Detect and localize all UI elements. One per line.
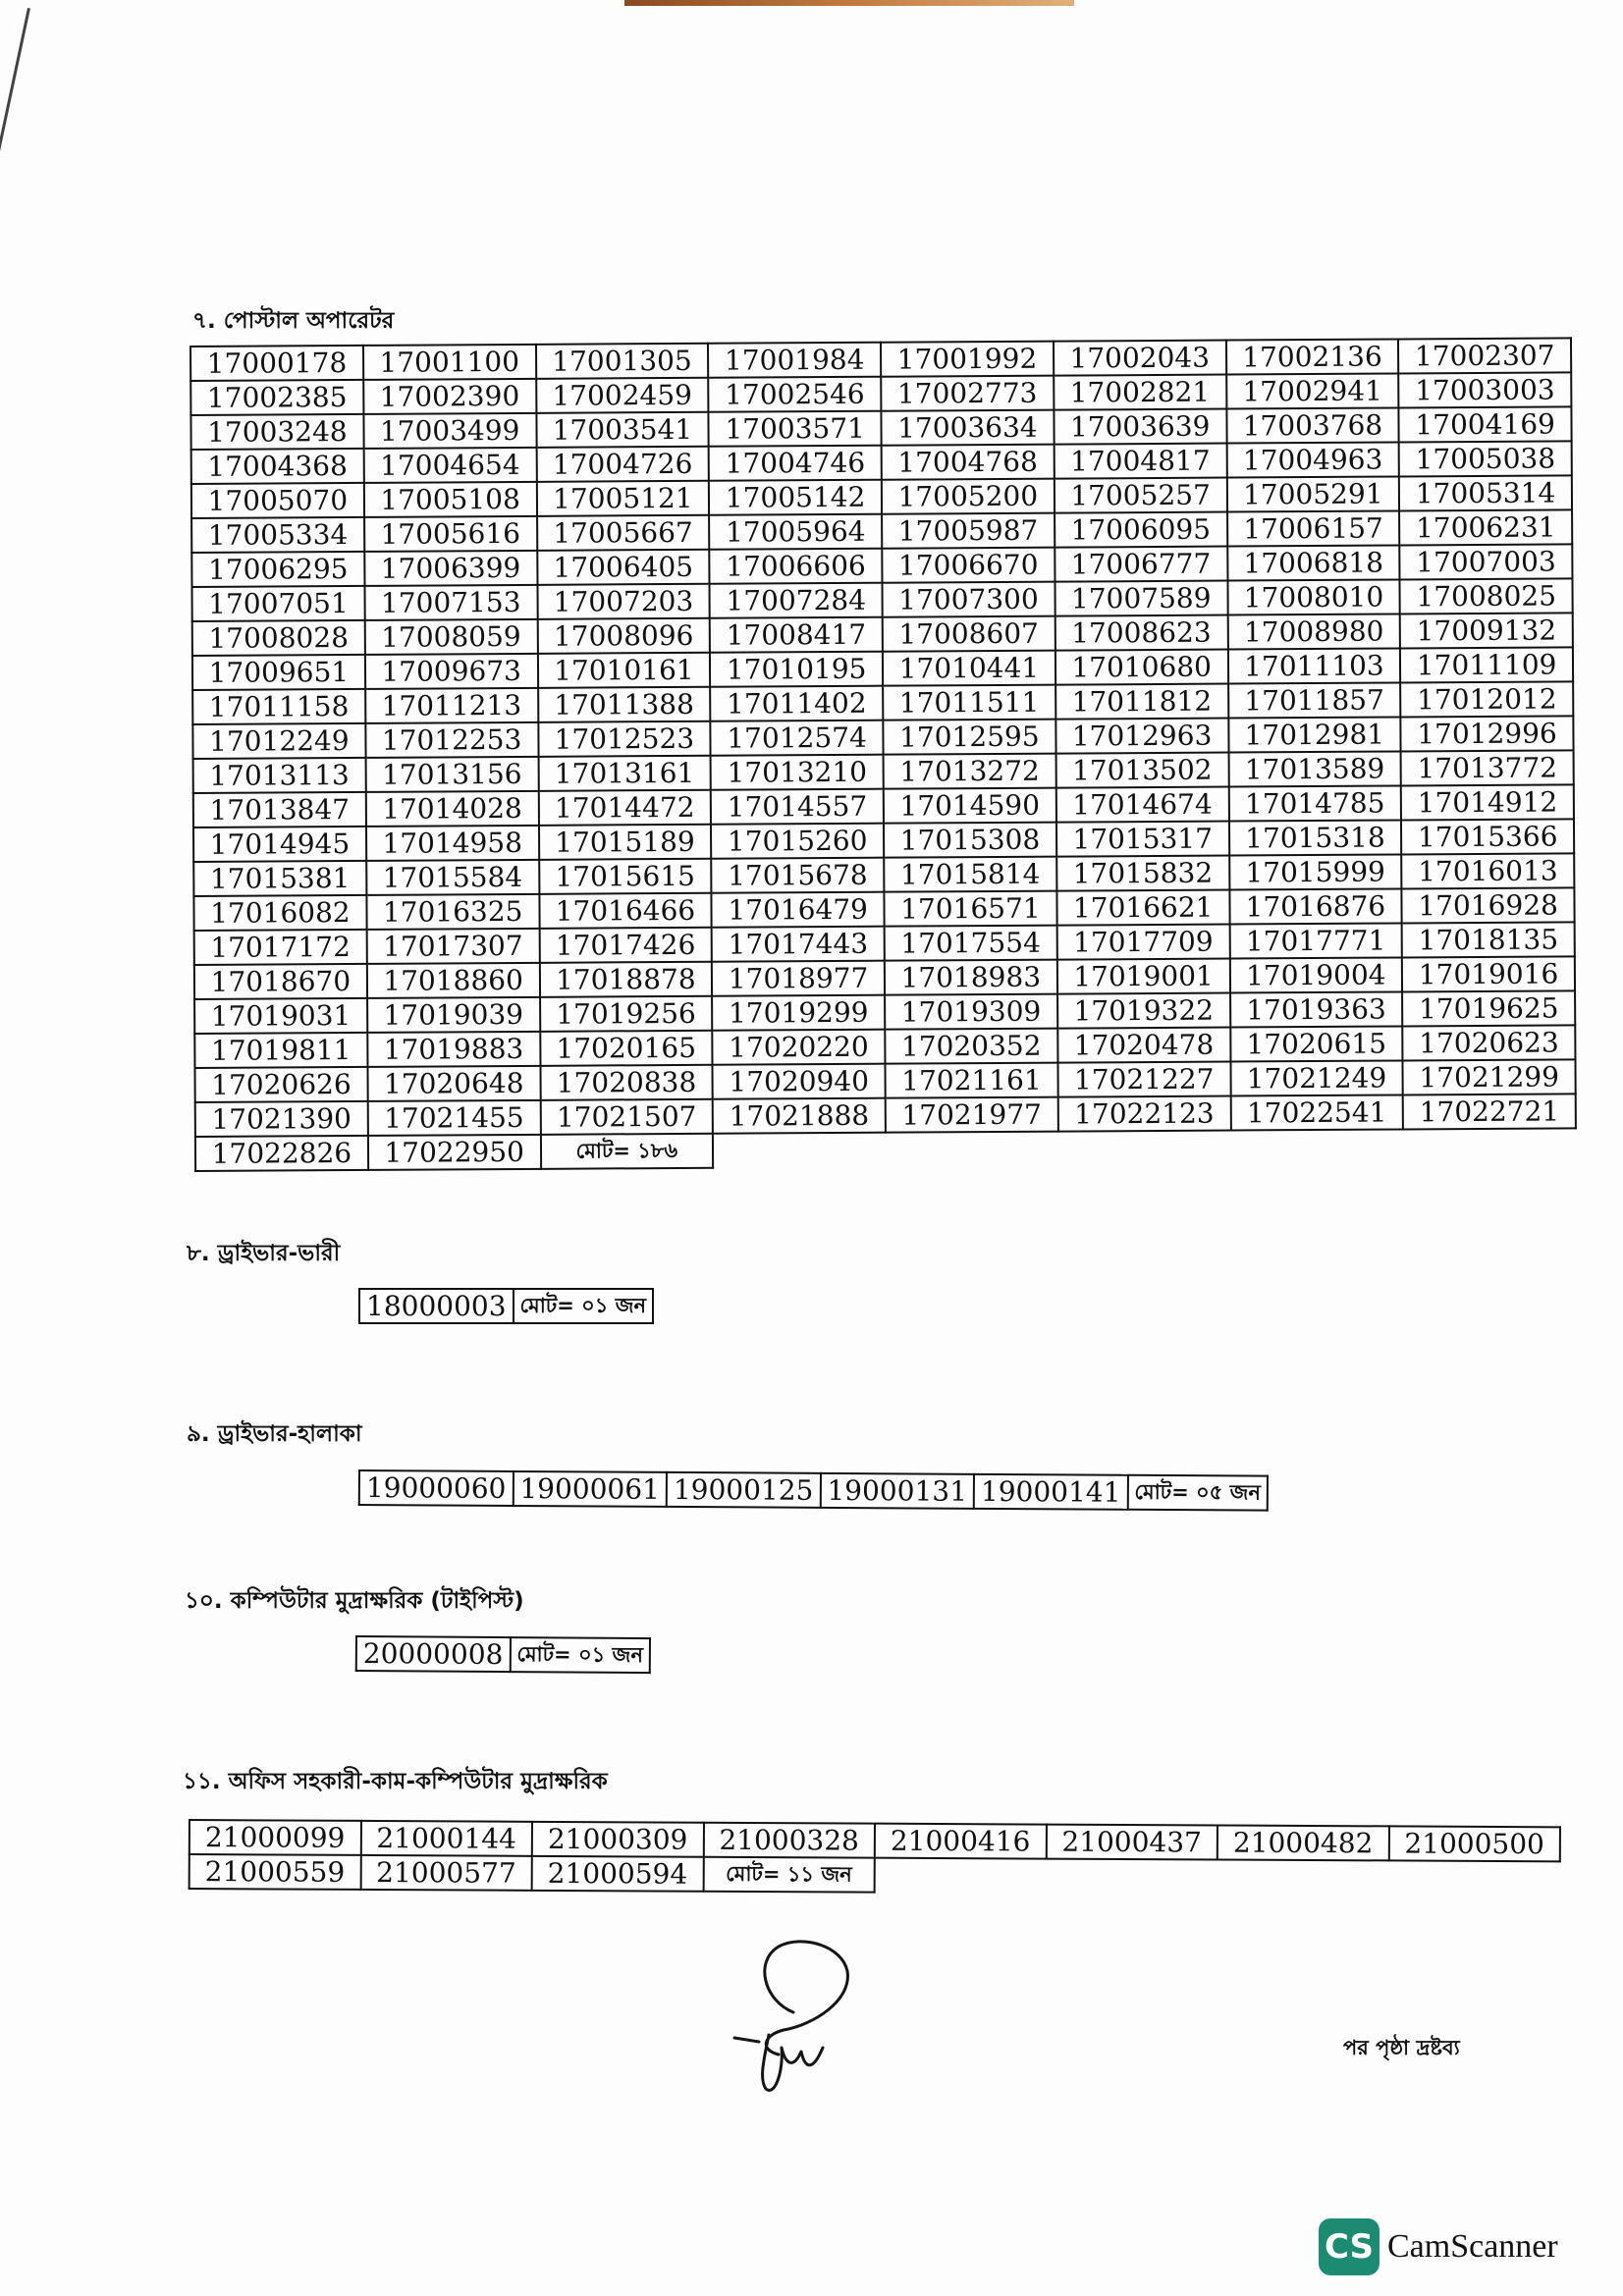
total-cell: মোট= ০৫ জন: [1127, 1475, 1268, 1511]
table-cell: 17001305: [535, 344, 708, 379]
table-cell: 17019016: [1402, 956, 1575, 991]
table-cell: 17006095: [1055, 512, 1227, 548]
table-cell: 17021977: [886, 1097, 1058, 1133]
table-cell: 17021507: [540, 1099, 713, 1135]
table-cell: 17003541: [536, 412, 709, 448]
table-cell: 17004368: [191, 449, 364, 484]
table-cell: 17019004: [1229, 957, 1402, 992]
table-cell: 17020352: [885, 1029, 1057, 1064]
table-cell: 17018860: [367, 963, 540, 998]
table-cell: 17011402: [710, 686, 883, 721]
table-cell: 17016466: [539, 893, 712, 929]
table-cell: 17002459: [536, 378, 709, 413]
table-cell: 20000008: [356, 1636, 511, 1672]
table-cell: 17005987: [882, 513, 1055, 549]
table-cell: 17002043: [1054, 341, 1226, 376]
table-cell: 21000144: [360, 1821, 532, 1856]
table-cell: 17014912: [1401, 784, 1574, 820]
table-cell: 17013113: [193, 758, 366, 793]
table-cell: 17005200: [882, 479, 1055, 514]
table-cell: 17015189: [538, 825, 711, 860]
table-cell: 17022123: [1057, 1096, 1230, 1132]
table-cell: 17019625: [1402, 990, 1575, 1026]
table-cell: 17006399: [364, 551, 537, 586]
computer-typist-table: [355, 1635, 651, 1674]
table-cell: 17008028: [192, 620, 365, 656]
table-cell: 17004817: [1054, 444, 1226, 479]
table-cell: 17010680: [1055, 650, 1228, 685]
table-cell: 17021390: [195, 1101, 368, 1137]
table-cell: 17014674: [1056, 787, 1229, 823]
table-cell: 17007051: [192, 586, 365, 621]
table-cell: 17005964: [709, 514, 882, 550]
table-cell: 17022826: [195, 1136, 368, 1171]
table-cell: 19000060: [359, 1470, 514, 1506]
scan-margin-line: [0, 8, 30, 273]
total-cell: মোট= ১১ জন: [703, 1857, 875, 1893]
camscanner-watermark: [1319, 2218, 1558, 2275]
table-cell: 17012253: [365, 722, 538, 758]
table-cell: 17004169: [1399, 406, 1572, 442]
table-cell: 17005257: [1055, 478, 1227, 513]
empty-cell: [1217, 1859, 1389, 1895]
table-cell: 19000061: [513, 1471, 667, 1507]
table-cell: 17017709: [1056, 925, 1229, 960]
table-cell: 17006777: [1055, 547, 1227, 582]
heading-driver-light: ৯. ড্রাইভার-হালাকা: [187, 1421, 362, 1447]
heading-office-assistant: ১১. অফিস সহকারী-কাম-কম্পিউটার মুদ্রাক্ষরিক: [183, 1769, 608, 1794]
table-cell: 17003768: [1226, 407, 1399, 443]
table-cell: 17009132: [1400, 613, 1573, 648]
table-cell: 17019031: [194, 998, 367, 1034]
table-cell: 17002307: [1398, 338, 1571, 373]
total-cell: মোট= ০১ জন: [510, 1637, 650, 1673]
table-cell: 17008010: [1227, 579, 1400, 614]
table-cell: 17007203: [537, 584, 710, 619]
camscanner-brand-text: CamScanner: [1387, 2228, 1558, 2265]
table-cell: 17012574: [711, 721, 884, 756]
table-row: [359, 1289, 653, 1323]
table-cell: 17014785: [1228, 785, 1401, 821]
table-cell: 17018983: [885, 960, 1057, 995]
table-cell: 17005314: [1399, 475, 1572, 510]
table-cell: 21000309: [532, 1822, 704, 1857]
table-cell: 17003639: [1054, 409, 1226, 445]
table-cell: 17022541: [1230, 1095, 1403, 1130]
table-cell: 17002136: [1225, 339, 1398, 374]
table-cell: 17016928: [1402, 887, 1575, 923]
table-cell: 21000559: [189, 1854, 361, 1890]
table-cell: 17017172: [194, 930, 367, 965]
table-cell: 17005667: [537, 515, 710, 551]
table-cell: 17005334: [191, 517, 364, 553]
table-cell: 21000437: [1046, 1825, 1217, 1860]
driver-light-table: [358, 1469, 1269, 1512]
table-cell: 17011857: [1228, 682, 1401, 718]
table-cell: 21000328: [703, 1823, 875, 1858]
total-cell: মোট= ১৮৬: [540, 1134, 713, 1169]
table-cell: 17020220: [713, 1030, 886, 1065]
table-cell: 17012012: [1400, 681, 1573, 717]
table-cell: 17001992: [881, 342, 1054, 377]
table-cell: 17005108: [364, 482, 537, 517]
table-cell: 17019256: [540, 996, 713, 1032]
table-row: [359, 1470, 1268, 1511]
table-cell: 17013847: [193, 792, 366, 828]
table-cell: 17015317: [1056, 822, 1229, 857]
table-cell: 17015678: [711, 858, 884, 893]
table-cell: 17005616: [364, 516, 537, 552]
table-cell: 17010161: [537, 653, 710, 688]
next-page-note: পর পৃষ্ঠা দ্রষ্টব্য: [1343, 2036, 1460, 2059]
table-cell: 17018670: [194, 964, 367, 999]
table-cell: 21000500: [1388, 1826, 1560, 1861]
table-cell: 17021227: [1057, 1062, 1230, 1097]
table-cell: 17017443: [712, 927, 885, 962]
table-cell: 17005070: [191, 483, 364, 518]
table-cell: 17014945: [193, 827, 366, 862]
table-row: [195, 1128, 1576, 1171]
table-cell: 17019001: [1057, 959, 1230, 994]
table-cell: 17011812: [1055, 684, 1228, 720]
table-cell: 17007153: [364, 585, 537, 620]
table-cell: 19000141: [974, 1474, 1128, 1510]
table-cell: 19000125: [667, 1472, 821, 1508]
table-cell: 17020165: [540, 1031, 713, 1066]
table-cell: 17006670: [882, 548, 1055, 583]
table-cell: 17022950: [368, 1135, 541, 1170]
table-cell: 17013156: [365, 757, 538, 792]
table-cell: 17013272: [884, 754, 1056, 789]
table-cell: 17020838: [540, 1065, 713, 1100]
table-cell: 17020626: [194, 1067, 367, 1102]
table-cell: 17016013: [1401, 853, 1574, 888]
table-cell: 17014958: [366, 826, 539, 861]
table-cell: 17019039: [367, 997, 540, 1033]
table-cell: 17006231: [1399, 509, 1572, 545]
postal-operator-table-body: [190, 338, 1576, 1171]
table-cell: 17008096: [537, 618, 710, 654]
table-cell: 17021249: [1230, 1060, 1403, 1095]
table-cell: 17002385: [190, 380, 363, 415]
table-cell: 17016479: [712, 892, 885, 928]
signature-drawing: [725, 1932, 862, 2099]
table-cell: 17019309: [885, 994, 1057, 1030]
empty-cell: [1046, 1859, 1217, 1895]
table-cell: 17016621: [1056, 890, 1229, 926]
table-cell: 17015999: [1229, 854, 1402, 889]
table-cell: 17007300: [882, 582, 1055, 617]
table-cell: 19000131: [820, 1473, 974, 1509]
heading-computer-typist: ১০. কম্পিউটার মুদ্রাক্ষরিক (টাইপিস্ট): [185, 1588, 524, 1614]
table-cell: 17001100: [363, 345, 536, 380]
table-cell: 17008417: [710, 617, 883, 653]
table-cell: 17015318: [1228, 820, 1401, 855]
table-cell: 17014472: [538, 790, 711, 826]
table-cell: 17003248: [190, 414, 363, 450]
table-cell: 17015584: [366, 860, 539, 895]
table-cell: 17005038: [1399, 441, 1572, 476]
table-cell: 17015814: [884, 857, 1056, 892]
table-cell: 18000003: [359, 1289, 514, 1323]
table-cell: 17004768: [882, 445, 1055, 480]
table-cell: 17011109: [1400, 647, 1573, 682]
table-cell: 17008623: [1055, 615, 1227, 651]
table-cell: 17009651: [192, 655, 365, 690]
table-row: [189, 1854, 1560, 1896]
table-cell: 17006405: [537, 550, 710, 585]
table-cell: 17010195: [710, 652, 883, 687]
table-cell: 17011213: [365, 688, 538, 723]
table-cell: 17018878: [539, 962, 712, 997]
table-cell: 17021455: [367, 1100, 540, 1136]
table-cell: 17012981: [1228, 717, 1401, 752]
table-cell: 17010441: [883, 651, 1055, 686]
table-cell: 17021888: [713, 1098, 886, 1134]
table-cell: 17019322: [1057, 993, 1230, 1029]
table-cell: 17006157: [1227, 510, 1400, 546]
table-cell: 17002941: [1226, 373, 1399, 408]
empty-cell: [1388, 1860, 1560, 1896]
table-cell: 17015308: [884, 823, 1056, 858]
table-cell: 17015366: [1401, 819, 1574, 854]
table-cell: 17016571: [884, 891, 1056, 927]
table-row: [195, 1094, 1576, 1137]
table-cell: 17011388: [538, 687, 711, 722]
table-cell: 17016325: [366, 894, 539, 930]
camscanner-logo-icon: CS: [1319, 2218, 1380, 2275]
table-row: [356, 1636, 650, 1673]
table-cell: 17012523: [538, 721, 711, 757]
table-cell: 17014557: [711, 789, 884, 825]
table-cell: 17001984: [708, 343, 881, 378]
table-cell: 17002821: [1054, 375, 1226, 410]
table-cell: 17016876: [1229, 888, 1402, 924]
table-cell: 17008607: [883, 616, 1055, 652]
table-cell: 17012249: [192, 723, 365, 759]
table-cell: 17015381: [193, 861, 366, 896]
table-cell: 17004654: [363, 448, 536, 483]
table-cell: 17005142: [709, 480, 882, 515]
table-cell: 17002390: [363, 379, 536, 414]
table-cell: 17020615: [1230, 1026, 1403, 1061]
table-cell: 17012963: [1055, 719, 1228, 754]
table-cell: 17012996: [1401, 716, 1574, 751]
table-cell: 17019811: [194, 1033, 367, 1068]
total-cell: মোট= ০১ জন: [514, 1289, 654, 1323]
table-cell: 17011158: [192, 689, 365, 724]
table-cell: 17018977: [712, 961, 885, 996]
table-cell: 17005121: [536, 481, 709, 516]
table-cell: 17004746: [709, 446, 882, 481]
table-cell: 21000577: [360, 1855, 532, 1891]
table-cell: 17006606: [710, 549, 883, 584]
driver-heavy-table: [358, 1288, 654, 1324]
table-cell: 21000482: [1217, 1825, 1389, 1860]
table-cell: 17014590: [884, 788, 1056, 824]
table-cell: 17003499: [363, 413, 536, 449]
scan-edge-mark: [624, 0, 1074, 6]
table-cell: 17002546: [708, 377, 881, 412]
table-cell: 17013502: [1055, 753, 1228, 788]
table-cell: 17018135: [1402, 922, 1575, 957]
table-cell: 17013589: [1228, 751, 1401, 786]
table-cell: 17020623: [1403, 1025, 1576, 1060]
table-cell: 17009673: [365, 654, 538, 689]
heading-driver-heavy: ৮. ড্রাইভার-ভারী: [187, 1241, 341, 1266]
table-cell: 17019363: [1230, 991, 1403, 1027]
table-cell: 17004726: [536, 447, 709, 482]
table-cell: 17020940: [713, 1064, 886, 1099]
table-cell: 17016082: [193, 895, 366, 931]
table-cell: 17008025: [1400, 578, 1573, 614]
table-cell: 17022721: [1403, 1094, 1576, 1129]
table-cell: 17015615: [539, 859, 712, 894]
table-cell: 17020648: [367, 1066, 540, 1101]
table-cell: 17003571: [709, 411, 882, 447]
table-cell: 17004963: [1226, 442, 1399, 477]
table-cell: 17020478: [1057, 1028, 1230, 1063]
table-cell: 17002773: [881, 376, 1054, 411]
table-cell: 17015260: [711, 824, 884, 859]
table-cell: 21000416: [875, 1824, 1047, 1859]
empty-cell: [875, 1858, 1047, 1894]
table-cell: 17007003: [1400, 544, 1573, 579]
table-cell: 17003003: [1398, 372, 1571, 407]
table-cell: 17017554: [885, 926, 1057, 961]
table-cell: 17021299: [1403, 1059, 1576, 1095]
table-cell: 21000594: [532, 1856, 704, 1892]
table-cell: 17000178: [190, 346, 363, 381]
postal-operator-table: [189, 337, 1577, 1172]
table-cell: 17008059: [364, 619, 537, 655]
table-cell: 17013161: [538, 756, 711, 791]
table-cell: 17019299: [712, 995, 885, 1031]
table-cell: 17013210: [711, 755, 884, 790]
table-cell: 21000099: [189, 1820, 361, 1855]
table-cell: 17008980: [1227, 614, 1400, 649]
table-cell: 17005291: [1226, 476, 1399, 511]
table-cell: 17017771: [1229, 923, 1402, 958]
table-cell: 17012595: [883, 720, 1055, 755]
table-cell: 17019883: [367, 1032, 540, 1067]
table-cell: 17006295: [191, 552, 364, 587]
heading-postal-operator: ৭. পোস্টাল অপারেটর: [192, 308, 395, 334]
table-cell: 17017426: [539, 928, 712, 963]
table-cell: 17006818: [1227, 545, 1400, 580]
table-cell: 17007284: [710, 583, 883, 618]
table-cell: 17011103: [1227, 648, 1400, 683]
office-assistant-table: [189, 1819, 1561, 1896]
table-cell: 17013772: [1401, 750, 1574, 785]
table-cell: 17017307: [366, 929, 539, 964]
table-cell: 17021161: [885, 1063, 1057, 1098]
table-cell: 17015832: [1056, 856, 1229, 891]
table-cell: 17007589: [1055, 581, 1227, 616]
table-cell: 17011511: [883, 685, 1055, 721]
table-cell: 17014028: [366, 791, 539, 827]
table-cell: 17003634: [881, 410, 1054, 446]
